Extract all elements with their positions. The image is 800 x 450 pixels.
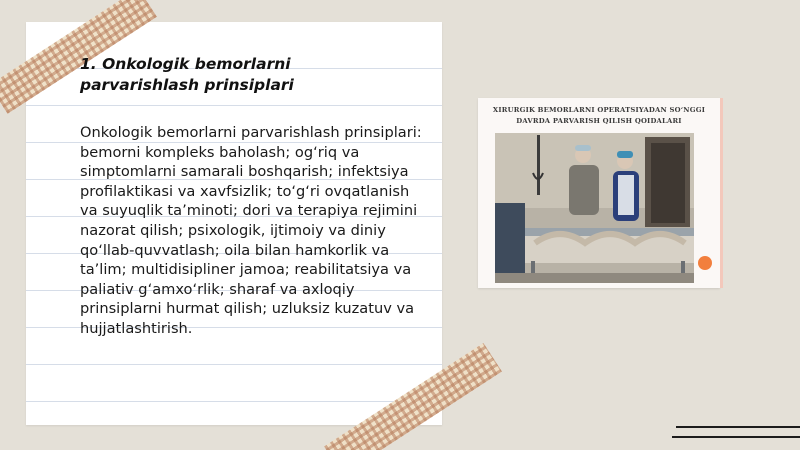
photo-card	[478, 98, 720, 288]
decorative-line-1	[676, 426, 800, 428]
hospital-ward-photo	[495, 133, 694, 283]
decorative-line-2	[672, 436, 800, 438]
orange-accent-dot	[698, 256, 712, 270]
photo-caption: XIRURGIK BEMORLARNI OPERATSIYADAN SO‘NGGI DAVRDA PARVARISH QILISH QOIDALARI	[492, 106, 706, 125]
slide-body-text: Onkologik bemorlarni parvarishlash prinsiplari: bemorni kompleks baholash; og‘riq va simptomlarni samarali boshqarish; infektsiya profilaktikasi va xavfsizlik; to‘g‘ri ovqatlanish va suyuqlik ta’minoti; dori va terapiya rejimini nazorat qilish; psixologik, ijtimoiy va diniy qo‘llab-quvvatlash; oila bilan hamkorlik va ta’lim; multidisipliner jamoa; reabilitatsiya va paliativ g‘amxo‘rlik; sharaf va axloqiy prinsiplarni hurmat qilish; uzluksiz kuzatuv va hujjatlashtirish.	[80, 124, 422, 337]
hospital-ward-illustration	[495, 133, 694, 283]
slide-title: 1. Onkologik bemorlarni parvarishlash prinsiplari	[80, 55, 294, 94]
